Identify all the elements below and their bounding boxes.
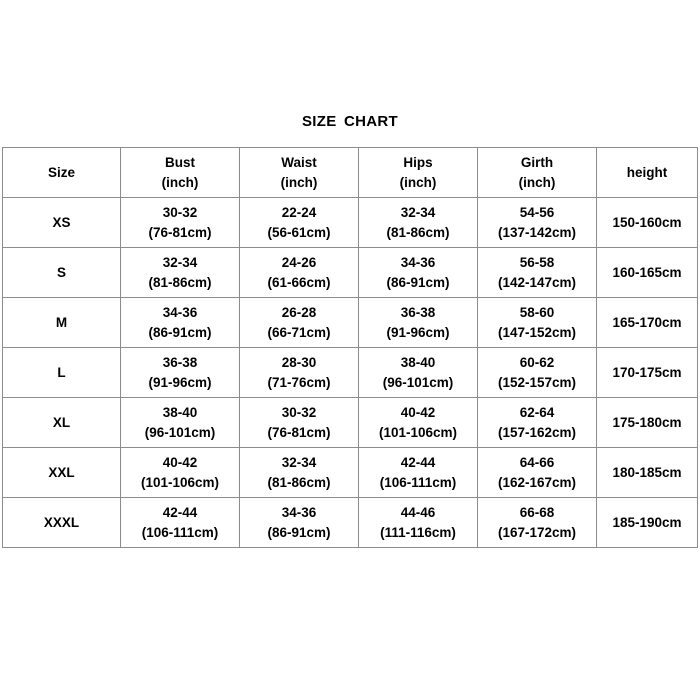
header-cell-height [597,148,698,198]
size-label: XS [52,214,71,230]
girth-cell [478,298,597,348]
size-cell [3,448,121,498]
girth-inch-value: 54-56 [519,204,555,220]
height-value: 170-175cm [612,364,682,380]
header-row [3,148,698,198]
girth-cm-value: (142-147cm) [497,274,577,290]
waist-inch-value: 22-24 [281,204,317,220]
bust-cell [121,348,240,398]
header-unit: (inch) [280,174,318,190]
bust-inch-value: 38-40 [162,404,198,420]
hips-cm-value: (86-91cm) [386,274,450,290]
waist-cm-value: (86-91cm) [267,524,331,540]
waist-cell [240,348,359,398]
height-cell [597,448,698,498]
girth-cell [478,198,597,248]
waist-cell [240,398,359,448]
header-label: Size [47,164,75,180]
bust-cm-value: (101-106cm) [140,474,220,490]
waist-cm-value: (61-66cm) [267,274,331,290]
bust-inch-value: 34-36 [162,304,198,320]
table-row [3,498,698,548]
waist-cell [240,298,359,348]
hips-inch-value: 40-42 [400,404,436,420]
size-label: XL [52,414,71,430]
hips-cell [359,198,478,248]
height-value: 165-170cm [612,314,682,330]
waist-inch-value: 34-36 [281,504,317,520]
hips-inch-value: 32-34 [400,204,436,220]
bust-cell [121,448,240,498]
waist-inch-value: 28-30 [281,354,317,370]
header-cell-waist [240,148,359,198]
size-chart-table [2,147,698,548]
girth-cell [478,348,597,398]
girth-inch-value: 60-62 [519,354,555,370]
girth-cm-value: (157-162cm) [497,424,577,440]
height-value: 160-165cm [612,264,682,280]
bust-cell [121,248,240,298]
hips-cell [359,448,478,498]
girth-cell [478,498,597,548]
header-unit: (inch) [518,174,556,190]
header-cell-bust [121,148,240,198]
bust-cell [121,298,240,348]
height-cell [597,498,698,548]
size-cell [3,398,121,448]
size-cell [3,298,121,348]
bust-inch-value: 42-44 [162,504,198,520]
bust-cm-value: (76-81cm) [148,224,212,240]
page-title: SIZE CHART [302,113,398,130]
header-unit: (inch) [161,174,199,190]
hips-cm-value: (101-106cm) [378,424,458,440]
bust-inch-value: 30-32 [162,204,198,220]
header-label: height [626,164,668,180]
bust-cm-value: (96-101cm) [144,424,216,440]
height-value: 180-185cm [612,464,682,480]
table-row [3,448,698,498]
waist-cm-value: (76-81cm) [267,424,331,440]
size-cell [3,248,121,298]
waist-inch-value: 26-28 [281,304,317,320]
girth-inch-value: 56-58 [519,254,555,270]
height-cell [597,398,698,448]
table-row [3,248,698,298]
waist-inch-value: 32-34 [281,454,317,470]
size-cell [3,348,121,398]
waist-inch-value: 30-32 [281,404,317,420]
height-value: 175-180cm [612,414,682,430]
girth-inch-value: 64-66 [519,454,555,470]
girth-cm-value: (167-172cm) [497,524,577,540]
waist-inch-value: 24-26 [281,254,317,270]
girth-cm-value: (137-142cm) [497,224,577,240]
size-cell [3,498,121,548]
table-row [3,198,698,248]
header-cell-size [3,148,121,198]
bust-cm-value: (91-96cm) [148,374,212,390]
hips-cell [359,248,478,298]
header-label: Hips [403,154,433,170]
hips-inch-value: 38-40 [400,354,436,370]
bust-inch-value: 32-34 [162,254,198,270]
hips-inch-value: 34-36 [400,254,436,270]
bust-cell [121,198,240,248]
height-cell [597,248,698,298]
waist-cm-value: (56-61cm) [267,224,331,240]
size-label: XXL [48,464,75,480]
girth-inch-value: 58-60 [519,304,555,320]
hips-cm-value: (91-96cm) [386,324,450,340]
hips-cell [359,298,478,348]
height-value: 150-160cm [612,214,682,230]
table-row [3,398,698,448]
header-cell-hips [359,148,478,198]
hips-inch-value: 44-46 [400,504,436,520]
waist-cm-value: (81-86cm) [267,474,331,490]
waist-cell [240,248,359,298]
height-value: 185-190cm [612,514,682,530]
girth-cm-value: (147-152cm) [497,324,577,340]
header-label: Waist [281,154,317,170]
size-label: M [55,314,68,330]
height-cell [597,198,698,248]
table-row [3,298,698,348]
header-label: Girth [520,154,554,170]
girth-inch-value: 62-64 [519,404,555,420]
bust-inch-value: 36-38 [162,354,198,370]
hips-cm-value: (111-116cm) [380,524,456,540]
waist-cell [240,498,359,548]
hips-cm-value: (106-111cm) [379,474,457,490]
header-label: Bust [165,154,195,170]
waist-cell [240,198,359,248]
hips-cell [359,398,478,448]
bust-cell [121,498,240,548]
girth-cell [478,448,597,498]
hips-cell [359,348,478,398]
hips-inch-value: 36-38 [400,304,436,320]
header-unit: (inch) [399,174,437,190]
size-label: S [56,264,66,280]
girth-cm-value: (152-157cm) [497,374,577,390]
hips-inch-value: 42-44 [400,454,436,470]
waist-cm-value: (66-71cm) [267,324,331,340]
hips-cm-value: (81-86cm) [386,224,450,240]
height-cell [597,348,698,398]
bust-inch-value: 40-42 [162,454,198,470]
waist-cell [240,448,359,498]
hips-cm-value: (96-101cm) [382,374,454,390]
size-cell [3,198,121,248]
table-row [3,348,698,398]
height-cell [597,298,698,348]
bust-cm-value: (106-111cm) [141,524,219,540]
size-label: XXXL [43,514,80,530]
girth-cell [478,248,597,298]
hips-cell [359,498,478,548]
size-label: L [57,364,66,380]
bust-cell [121,398,240,448]
bust-cm-value: (81-86cm) [148,274,212,290]
bust-cm-value: (86-91cm) [148,324,212,340]
girth-cm-value: (162-167cm) [497,474,577,490]
girth-cell [478,398,597,448]
girth-inch-value: 66-68 [519,504,555,520]
waist-cm-value: (71-76cm) [267,374,331,390]
header-cell-girth [478,148,597,198]
